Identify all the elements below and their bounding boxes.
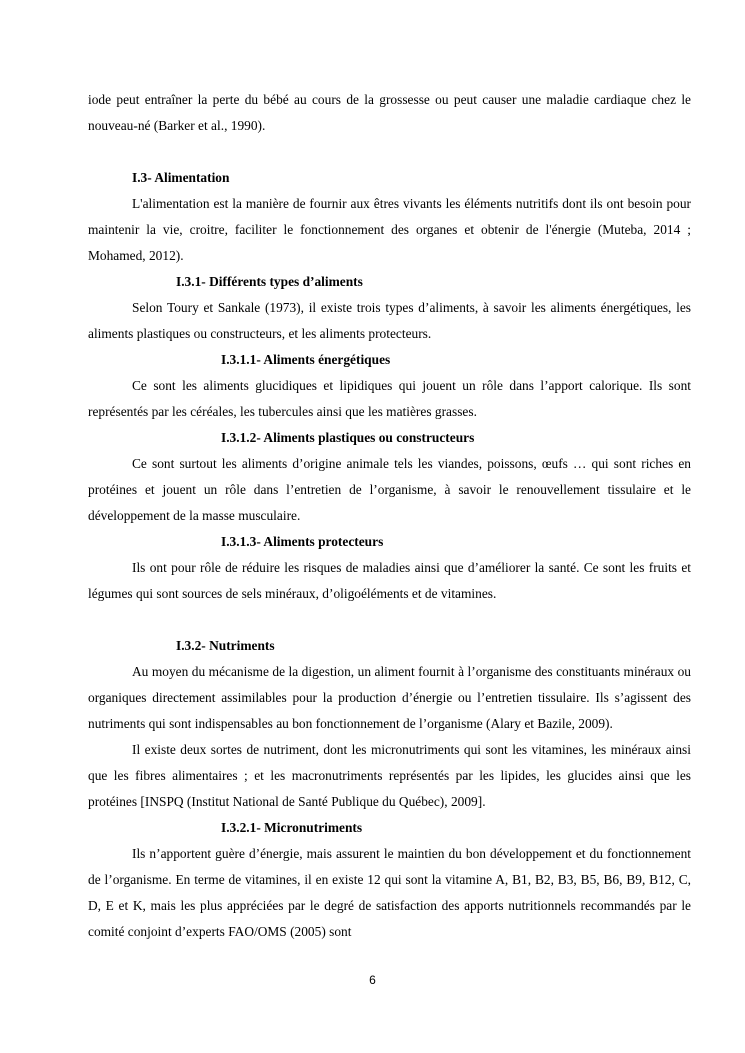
heading-nutriments: I.3.2- Nutriments [176,638,275,653]
paragraph-aliments-plastiques: Ce sont surtout les aliments d’origine animale tels les viandes, poissons, œufs … qui sont riches en protéines et jouent un rôle dans l’entretien de l’organisme, à savoir le renouvellement tissulaire et le développement de la masse musculaire. [88,456,691,523]
paragraph-micronutriments: Ils n’apportent guère d’énergie, mais assurent le maintien du bon développement et du fonctionnement de l’organisme. En terme de vitamines, il en existe 12 qui sont la vitamine A, B1, B2, B3, B5, B6, B9, B12, C, D, E et K, mais les plus appréciées par le degré de satisfaction des apports nutritionnels recommandés par le comité conjoint d’experts FAO/OMS (2005) sont [88,846,691,939]
paragraph-nutriments-2: Il existe deux sortes de nutriment, dont les micronutriments qui sont les vitamines, les minéraux ainsi que les fibres alimentaires ; et les macronutriments représentés par les lipides, les glucides ainsi que les protéines [INSPQ (Institut National de Santé Publique du Québec), 2009]. [88,742,691,809]
heading-alimentation: I.3- Alimentation [132,170,230,185]
paragraph-aliments-protecteurs: Ils ont pour rôle de réduire les risques de maladies ainsi que d’améliorer la santé. Ce sont les fruits et légumes qui sont sources de sels minéraux, d’oligoéléments et de vitamines. [88,560,691,601]
heading-micronutriments: I.3.2.1- Micronutriments [221,820,363,835]
spacer [88,607,691,633]
heading-types-aliments: I.3.1- Différents types d’aliments [176,274,363,289]
heading-aliments-plastiques: I.3.1.2- Aliments plastiques ou constructeurs [221,430,475,445]
document-page [88,87,691,945]
paragraph-alimentation: L'alimentation est la manière de fournir aux êtres vivants les éléments nutritifs dont ils ont besoin pour maintenir la vie, croitre, faciliter le fonctionnement des organes et obtenir de l'énergie (Muteba, 2014 ; Mohamed, 2012). [88,196,691,263]
paragraph-aliments-energetiques: Ce sont les aliments glucidiques et lipidiques qui jouent un rôle dans l’apport calorique. Ils sont représentés par les céréales, les tubercules ainsi que les matières grasses. [88,378,691,419]
paragraph-types-aliments: Selon Toury et Sankale (1973), il existe trois types d’aliments, à savoir les aliments énergétiques, les aliments plastiques ou constructeurs, et les aliments protecteurs. [88,300,691,341]
heading-aliments-energetiques: I.3.1.1- Aliments énergétiques [221,352,391,367]
paragraph-nutriments-1: Au moyen du mécanisme de la digestion, un aliment fournit à l’organisme des constituants minéraux ou organiques directement assimilables pour la production d’énergie ou l’entretien tissulaire. Ils s’agissent des nutriments qui sont indispensables au bon fonctionnement de l’organisme (Alary et Bazile, 2009). [88,664,691,731]
paragraph-iode-continuation: iode peut entraîner la perte du bébé au cours de la grossesse ou peut causer une maladie cardiaque chez le nouveau-né (Barker et al., 1990). [88,92,691,133]
spacer [88,139,691,165]
heading-aliments-protecteurs: I.3.1.3- Aliments protecteurs [221,534,384,549]
page-number: 6 [369,973,376,987]
